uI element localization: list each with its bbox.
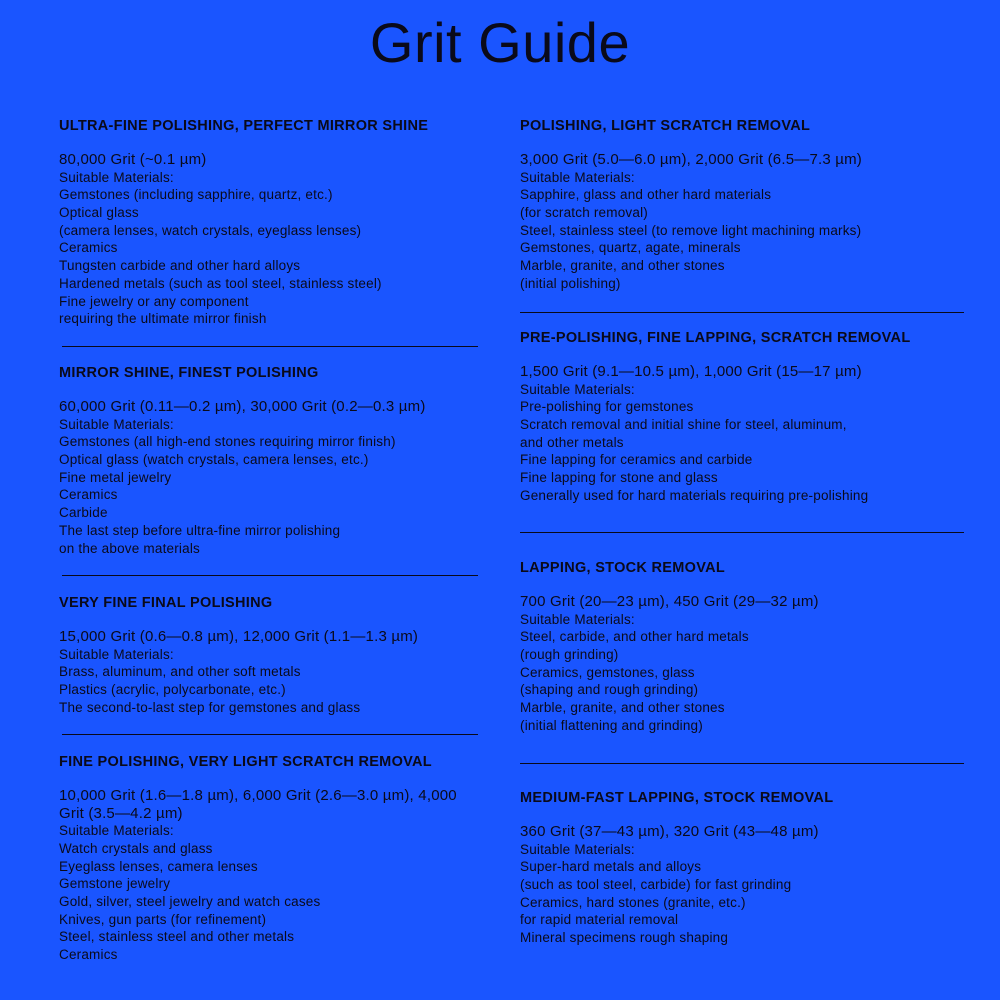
section-heading: MIRROR SHINE, FINEST POLISHING — [59, 365, 319, 381]
section-divider — [520, 532, 964, 533]
material-item: Pre-polishing for gemstones — [520, 399, 694, 415]
material-item: (shaping and rough grinding) — [520, 682, 699, 698]
material-item: Marble, granite, and other stones — [520, 700, 725, 716]
material-item: for rapid material removal — [520, 912, 679, 928]
material-item: Ceramics, gemstones, glass — [520, 664, 695, 680]
grit-spec: 3,000 Grit (5.0—6.0 µm), 2,000 Grit (6.5—7.3 µm) — [520, 151, 863, 168]
material-item: Generally used for hard materials requiring pre-polishing — [520, 487, 869, 503]
materials-list — [520, 169, 950, 293]
materials-label: Suitable Materials: — [59, 169, 174, 185]
section-divider — [62, 734, 478, 735]
material-item: Gemstone jewelry — [59, 876, 171, 892]
materials-list — [59, 169, 489, 328]
material-item: The last step before ultra-fine mirror polishing — [59, 522, 341, 538]
material-item: Knives, gun parts (for refinement) — [59, 911, 267, 927]
material-item: requiring the ultimate mirror finish — [59, 311, 267, 327]
material-item: Sapphire, glass and other hard materials — [520, 187, 772, 203]
section-heading: ULTRA-FINE POLISHING, PERFECT MIRROR SHINE — [59, 118, 429, 134]
section-heading: MEDIUM-FAST LAPPING, STOCK REMOVAL — [520, 790, 834, 806]
material-item: Brass, aluminum, and other soft metals — [59, 664, 301, 680]
materials-list — [520, 381, 950, 505]
material-item: Fine lapping for ceramics and carbide — [520, 452, 753, 468]
section-pre-polishing — [520, 329, 950, 505]
material-item: (for scratch removal) — [520, 205, 648, 220]
material-item: Gemstones, quartz, agate, minerals — [520, 240, 741, 256]
grit-spec: 10,000 Grit (1.6—1.8 µm), 6,000 Grit (2.6—3.0 µm), 4,000 Grit (3.5—4.2 µm) — [59, 787, 457, 822]
material-item: (initial flattening and grinding) — [520, 717, 703, 733]
section-heading: POLISHING, LIGHT SCRATCH REMOVAL — [520, 118, 811, 134]
section-divider — [520, 312, 964, 313]
material-item: Eyeglass lenses, camera lenses — [59, 858, 258, 874]
material-item: Marble, granite, and other stones — [520, 258, 725, 274]
grit-spec: 60,000 Grit (0.11—0.2 µm), 30,000 Grit (0.2—0.3 µm) — [59, 398, 426, 415]
materials-label: Suitable Materials: — [59, 823, 174, 839]
section-mirror-shine — [59, 364, 489, 557]
material-item: Ceramics, hard stones (granite, etc.) — [520, 894, 746, 910]
material-item: Fine metal jewelry — [59, 469, 172, 485]
section-divider — [62, 346, 478, 347]
material-item: Steel, stainless steel and other metals — [59, 929, 295, 945]
materials-list — [59, 822, 479, 964]
material-item: (such as tool steel, carbide) for fast grinding — [520, 877, 792, 892]
material-item: Scratch removal and initial shine for steel, aluminum, — [520, 417, 847, 432]
section-medium-fast-lapping — [520, 789, 950, 947]
material-item: (camera lenses, watch crystals, eyeglass lenses) — [59, 222, 362, 238]
grit-spec: 15,000 Grit (0.6—0.8 µm), 12,000 Grit (1.1—1.3 µm) — [59, 628, 419, 645]
materials-label: Suitable Materials: — [520, 611, 635, 627]
grit-spec: 1,500 Grit (9.1—10.5 µm), 1,000 Grit (15—17 µm) — [520, 363, 862, 380]
material-item: (rough grinding) — [520, 647, 619, 662]
materials-label: Suitable Materials: — [520, 841, 635, 857]
material-item: Plastics (acrylic, polycarbonate, etc.) — [59, 682, 286, 697]
material-item: Ceramics — [59, 240, 118, 256]
section-very-fine-final-polishing — [59, 594, 489, 716]
section-ultra-fine-polishing — [59, 117, 489, 328]
material-item: (initial polishing) — [520, 275, 621, 291]
materials-list — [520, 611, 950, 735]
material-item: Ceramics — [59, 947, 118, 963]
material-item: and other metals — [520, 434, 624, 450]
section-polishing-light-scratch — [520, 117, 950, 293]
material-item: Gold, silver, steel jewelry and watch cases — [59, 894, 321, 909]
material-item: Carbide — [59, 505, 108, 521]
materials-list — [520, 841, 950, 947]
material-item: Gemstones (including sapphire, quartz, etc.) — [59, 187, 333, 203]
material-item: Steel, carbide, and other hard metals — [520, 629, 749, 645]
material-item: Fine lapping for stone and glass — [520, 470, 718, 486]
section-divider — [62, 575, 478, 576]
section-heading: VERY FINE FINAL POLISHING — [59, 595, 273, 611]
section-heading: FINE POLISHING, VERY LIGHT SCRATCH REMOVAL — [59, 754, 432, 770]
material-item: Tungsten carbide and other hard alloys — [59, 258, 301, 274]
material-item: Mineral specimens rough shaping — [520, 930, 729, 946]
grit-spec: 360 Grit (37—43 µm), 320 Grit (43—48 µm) — [520, 823, 819, 840]
material-item: Gemstones (all high-end stones requiring mirror finish) — [59, 434, 396, 450]
material-item: The second-to-last step for gemstones and glass — [59, 699, 361, 715]
materials-label: Suitable Materials: — [520, 169, 635, 185]
materials-list — [59, 416, 489, 558]
material-item: Ceramics — [59, 487, 118, 503]
section-divider — [520, 763, 964, 764]
materials-label: Suitable Materials: — [520, 381, 635, 397]
section-heading: LAPPING, STOCK REMOVAL — [520, 560, 726, 576]
material-item: on the above materials — [59, 540, 200, 556]
section-fine-polishing — [59, 753, 479, 964]
section-heading: PRE-POLISHING, FINE LAPPING, SCRATCH REMOVAL — [520, 330, 911, 346]
material-item: Optical glass — [59, 205, 139, 220]
materials-list — [59, 646, 489, 717]
material-item: Watch crystals and glass — [59, 840, 213, 856]
section-lapping-stock-removal — [520, 559, 950, 735]
materials-label: Suitable Materials: — [59, 646, 174, 662]
page-title: Grit Guide — [369, 11, 631, 74]
material-item: Super-hard metals and alloys — [520, 859, 702, 875]
materials-label: Suitable Materials: — [59, 416, 174, 432]
grit-spec: 700 Grit (20—23 µm), 450 Grit (29—32 µm) — [520, 593, 819, 610]
material-item: Fine jewelry or any component — [59, 293, 249, 309]
material-item: Hardened metals (such as tool steel, stainless steel) — [59, 275, 382, 291]
material-item: Steel, stainless steel (to remove light machining marks) — [520, 222, 862, 238]
material-item: Optical glass (watch crystals, camera lenses, etc.) — [59, 452, 369, 467]
grit-spec: 80,000 Grit (~0.1 µm) — [59, 151, 207, 168]
